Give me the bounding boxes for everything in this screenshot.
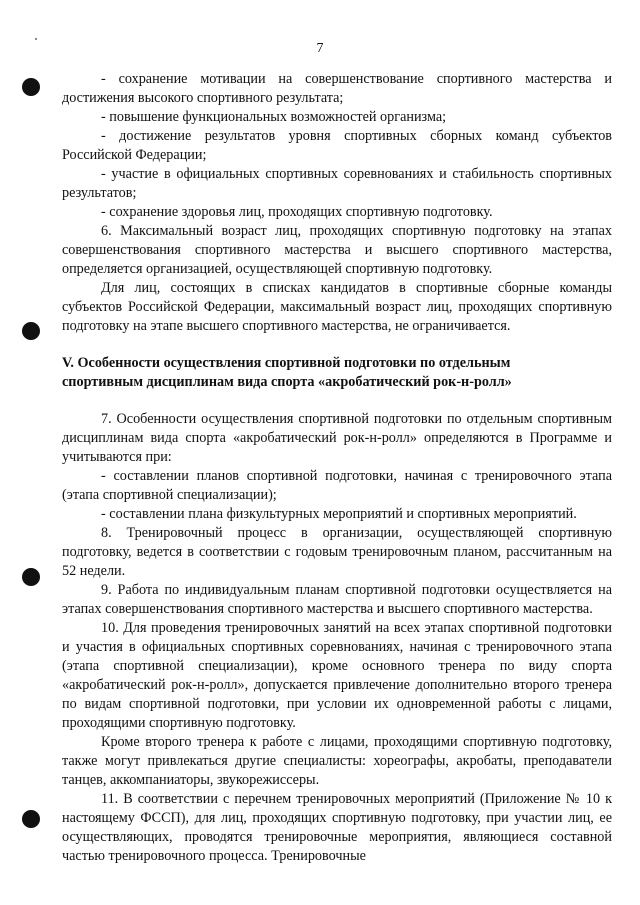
paragraph: - повышение функциональных возможностей организма; bbox=[101, 109, 447, 125]
punch-hole-mark bbox=[22, 78, 40, 96]
paragraph: - участие в официальных спортивных соревнованиях и стабильность спортивных результатов; bbox=[62, 166, 612, 201]
paragraph: 11. В соответствии с перечнем тренировочных мероприятий (Приложение № 10 к настоящему ФССП), для лиц, проходящих спортивную подготовку, при участии лиц, ее осуществляющих, проводятся тренировочные мероприятия, являющиеся составной частью тренировочного процесса. Тренировочные bbox=[62, 791, 612, 864]
section-heading-line: спортивным дисциплинам вида спорта «акробатический рок-н-ролл» bbox=[62, 374, 512, 390]
paragraph: - сохранение здоровья лиц, проходящих спортивную подготовку. bbox=[101, 204, 493, 220]
page-number: 7 bbox=[316, 41, 324, 56]
punch-hole-mark bbox=[22, 322, 40, 340]
document-body bbox=[62, 70, 612, 866]
punch-hole-mark bbox=[22, 568, 40, 586]
paragraph: 6. Максимальный возраст лиц, проходящих спортивную подготовку на этапах совершенствования спортивного мастерства и высшего спортивного мастерства, определяется организацией, осуществляющей спортивную подготовку. bbox=[62, 223, 612, 277]
paragraph: Кроме второго тренера к работе с лицами, проходящими спортивную подготовку, также могут привлекаться другие специалисты: хореографы, акробаты, преподаватели танцев, аккомпаниаторы, звукорежиссеры. bbox=[62, 734, 612, 788]
paragraph: - составлении планов спортивной подготовки, начиная с тренировочного этапа (этапа спортивной специализации); bbox=[62, 468, 612, 503]
paragraph: - сохранение мотивации на совершенствование спортивного мастерства и достижения высокого спортивного результата; bbox=[62, 71, 612, 106]
paragraph: 10. Для проведения тренировочных занятий на всех этапах спортивной подготовки и участия в официальных спортивных соревнованиях, начиная с тренировочного этапа (этапа спортивной специализации), кроме основного тренера по виду спорта «акробатический рок-н-ролл», допускается привлечение дополнительно второго тренера по видам спортивной подготовки, при условии их одновременной работы с лицами, проходящими спортивную подготовку. bbox=[62, 620, 612, 731]
paragraph: - составлении плана физкультурных мероприятий и спортивных мероприятий. bbox=[101, 506, 577, 522]
punch-hole-mark bbox=[22, 810, 40, 828]
paragraph: Для лиц, состоящих в списках кандидатов в спортивные сборные команды субъектов Российской Федерации, максимальный возраст лиц, проходящих спортивную подготовку на этапе высшего спортивного мастерства, не ограничивается. bbox=[62, 280, 612, 334]
scan-speck bbox=[35, 38, 37, 40]
paragraph: 8. Тренировочный процесс в организации, осуществляющей спортивную подготовку, ведется в соответствии с годовым тренировочным планом, рассчитанным на 52 недели. bbox=[62, 525, 612, 579]
section-heading-line: V. Особенности осуществления спортивной подготовки по отдельным bbox=[62, 355, 511, 371]
paragraph: - достижение результатов уровня спортивных сборных команд субъектов Российской Федерации; bbox=[62, 128, 612, 163]
paragraph: 9. Работа по индивидуальным планам спортивной подготовки осуществляется на этапах совершенствования спортивного мастерства и высшего спортивного мастерства. bbox=[62, 582, 612, 617]
paragraph: 7. Особенности осуществления спортивной подготовки по отдельным спортивным дисциплинам вида спорта «акробатический рок-н-ролл» определяются в Программе и учитываются при: bbox=[62, 411, 612, 465]
